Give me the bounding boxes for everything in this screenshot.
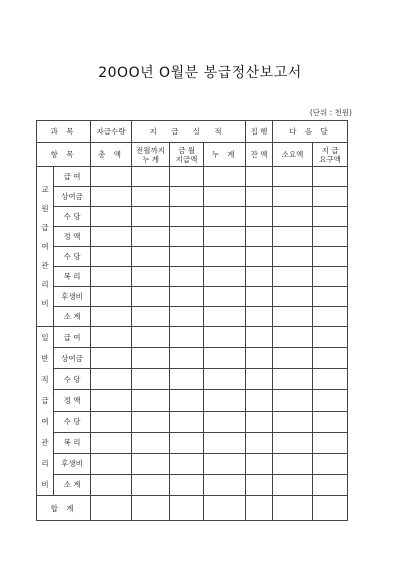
row-label: 정 액 xyxy=(54,390,91,411)
header-jiphaeng: 집 행 xyxy=(246,121,273,143)
table-row xyxy=(37,432,348,453)
table-row xyxy=(37,167,348,187)
header-jageup-suryang: 자급수량 xyxy=(91,121,132,143)
table-row xyxy=(37,411,348,432)
table-row xyxy=(37,348,348,369)
report-title: 20OO년 O월분 봉급정산보고서 xyxy=(98,65,302,81)
table-row xyxy=(37,207,348,227)
row-label: 복 리 xyxy=(54,432,91,453)
row-label: 상여금 xyxy=(54,187,91,207)
header-nu-gye-2: 누 계 xyxy=(204,143,246,167)
header-jan-aek: 잔 액 xyxy=(246,143,273,167)
header-da-eum-dal: 다 음 달 xyxy=(273,121,348,143)
header-hangmok: 항 목 xyxy=(37,143,91,167)
table-row xyxy=(37,453,348,474)
row-label: 상여금 xyxy=(54,348,91,369)
header-jigeup-siljeok: 지 급 실 적 xyxy=(132,121,246,143)
header-geum-wol: 금 월 xyxy=(178,145,195,155)
row-label: 후생비 xyxy=(54,287,91,307)
group1-label: 교원급여관리비 xyxy=(37,167,54,327)
settlement-table xyxy=(36,120,348,521)
header-chong-aek: 총 액 xyxy=(91,143,132,167)
row-label: 소 계 xyxy=(54,474,91,495)
table-row xyxy=(37,369,348,390)
row-label: 수 당 xyxy=(54,369,91,390)
total-label: 합 계 xyxy=(37,496,91,521)
table-row xyxy=(37,474,348,495)
row-label: 수 당 xyxy=(54,247,91,267)
header-row-1 xyxy=(37,121,348,143)
row-label: 정 액 xyxy=(54,227,91,247)
row-label: 수 당 xyxy=(54,411,91,432)
table-row xyxy=(37,227,348,247)
header-jeonwol-nugye xyxy=(132,143,170,167)
total-row xyxy=(37,496,348,521)
table-row xyxy=(37,247,348,267)
header-nu-gye: 누 계 xyxy=(142,154,159,164)
table-row xyxy=(37,390,348,411)
group2-label: 일반직급여관리비 xyxy=(37,327,54,496)
table-row xyxy=(37,187,348,207)
row-label: 급 여 xyxy=(54,327,91,348)
table-row xyxy=(37,267,348,287)
row-label: 후생비 xyxy=(54,453,91,474)
table-row xyxy=(37,287,348,307)
header-row-2 xyxy=(37,143,348,167)
header-jeonwol-kkaji: 전월까지 xyxy=(136,145,165,155)
header-soyo-aek: 소요액 xyxy=(273,143,313,167)
header-jigeup-2: 지 급 xyxy=(321,145,339,155)
row-label: 소 계 xyxy=(54,307,91,327)
row-label: 급 여 xyxy=(54,167,91,187)
table-row xyxy=(37,307,348,327)
row-label: 수 당 xyxy=(54,207,91,227)
header-jigeup-aek: 지급액 xyxy=(175,154,198,164)
row-label: 복 리 xyxy=(54,267,91,287)
header-gwamok: 과 목 xyxy=(37,121,91,143)
header-yogu-aek: 요구액 xyxy=(319,154,341,164)
table-row xyxy=(37,327,348,348)
header-geumwol-jigeup xyxy=(170,143,204,167)
unit-label: (단위 : 천원) xyxy=(309,108,352,117)
header-jigeup-yogu xyxy=(313,143,348,167)
